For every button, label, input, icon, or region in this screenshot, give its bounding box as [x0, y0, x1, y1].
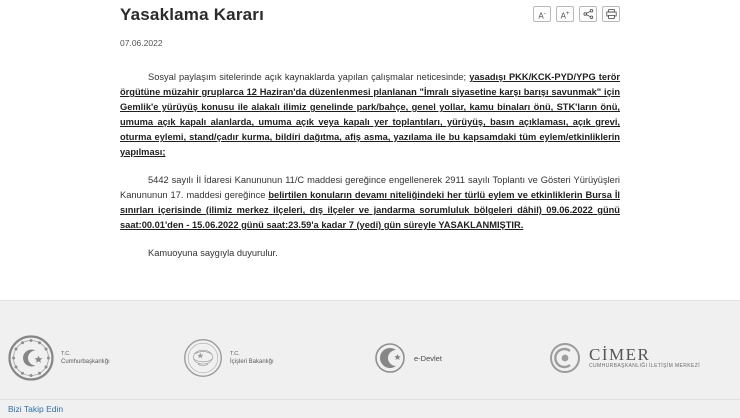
article-inner — [120, 0, 620, 274]
cimer-label — [589, 346, 700, 370]
share-icon — [583, 9, 594, 19]
cimer-subtitle: CUMHURBAŞKANLIĞI İLETİŞİM MERKEZİ — [589, 363, 700, 369]
paragraph-1-run-1: Sosyal paylaşım sitelerinde açık kaynaklarda yapılan çalışmalar neticesinde; — [148, 72, 470, 82]
page-title: Yasaklama Kararı — [120, 5, 265, 24]
increase-font-sup: + — [565, 11, 570, 17]
share-button[interactable] — [579, 6, 597, 22]
article-body — [120, 70, 620, 261]
print-button[interactable] — [602, 6, 620, 22]
logo-edevlet[interactable] — [373, 341, 548, 375]
follow-us-link[interactable]: Bizi Takip Edin — [8, 404, 64, 414]
cumhurbaskanligi-label — [61, 350, 110, 366]
paragraph-3-run-1: Kamuoyuna saygıyla duyurulur. — [148, 248, 278, 258]
cimer-title: CİMER — [589, 345, 651, 364]
article-toolbar — [533, 6, 620, 22]
footer-logos — [0, 323, 740, 393]
decrease-font-sup: - — [543, 11, 546, 17]
cimer-emblem-icon — [548, 341, 582, 375]
edevlet-label: e-Devlet — [414, 353, 442, 363]
cumhurbaskanligi-line1: T.C. — [61, 351, 71, 357]
paragraph-2-run-2: belirtilen konuların devamı niteliğindeki her türlü eylem ve etkinliklerin Bursa İl sınırları içerisinde (ilimiz merkez ilçeleri, dış ilçeler ve jandarma sorumluluk bölgeleri dâhil) 09.06.2022 günü saat:00.01'den - 15.06.2022 günü saat:23.59'a kadar 7 (yedi) gün süreyle YASAKLANMIŞTIR. — [120, 190, 621, 230]
paragraph-2 — [120, 173, 620, 233]
print-icon — [606, 9, 617, 19]
decrease-font-label: A — [538, 11, 544, 21]
icisleri-bakanligi-emblem-icon — [183, 338, 223, 378]
logo-icisleri-bakanligi[interactable] — [183, 338, 373, 378]
footer-divider — [0, 399, 740, 400]
publish-date: 07.06.2022 — [120, 38, 163, 48]
decrease-font-button[interactable] — [533, 6, 551, 22]
icisleri-bakanligi-label — [230, 350, 274, 366]
logo-cimer[interactable] — [548, 341, 738, 375]
icisleri-bakanligi-line2: İçişleri Bakanlığı — [230, 359, 274, 365]
paragraph-2-run-1: 5442 sayılı İl İdaresi Kanununun 11/C maddesi gereğince engellenerek 2911 sayılı Toplantı ve Gösteri Yürüyüşleri Kanununun 17. maddesi gereğince — [120, 175, 620, 200]
cumhurbaskanligi-line2: Cumhurbaşkanlığı — [61, 359, 110, 365]
paragraph-1-run-2: yasadışı PKK/KCK-PYD/YPG terör örgütüne müzahir gruplarca 12 Haziran'da düzenlenmesi planlanan "İmralı siyasetine karşı barışı savunmak" için Gemlik'e yürüyüş konusu ile alakalı ilimiz genelinde park/bahçe, genel yollar, kamu binaları önü, STK'ların önü, umuma açık kapalı alanlarda, umuma açık veya kapalı yer toplantıları, yürüyüş, basın açıklaması, açık grevi, oturma eylemi, stand/çadır kurma, bildiri dağıtma, afiş asma, yazılama ile bu kapsamdaki tüm eylem/etkinliklerin yapılması; — [120, 72, 620, 157]
site-footer — [0, 300, 740, 418]
cumhurbaskanligi-emblem-icon — [8, 335, 54, 381]
logo-cumhurbaskanligi[interactable] — [8, 335, 183, 381]
edevlet-icon — [373, 341, 407, 375]
paragraph-1 — [120, 70, 620, 160]
title-row — [120, 0, 620, 26]
paragraph-3 — [120, 246, 620, 261]
icisleri-bakanligi-line1: T.C. — [230, 351, 240, 357]
increase-font-button[interactable] — [556, 6, 574, 22]
increase-font-label: A — [560, 11, 566, 21]
